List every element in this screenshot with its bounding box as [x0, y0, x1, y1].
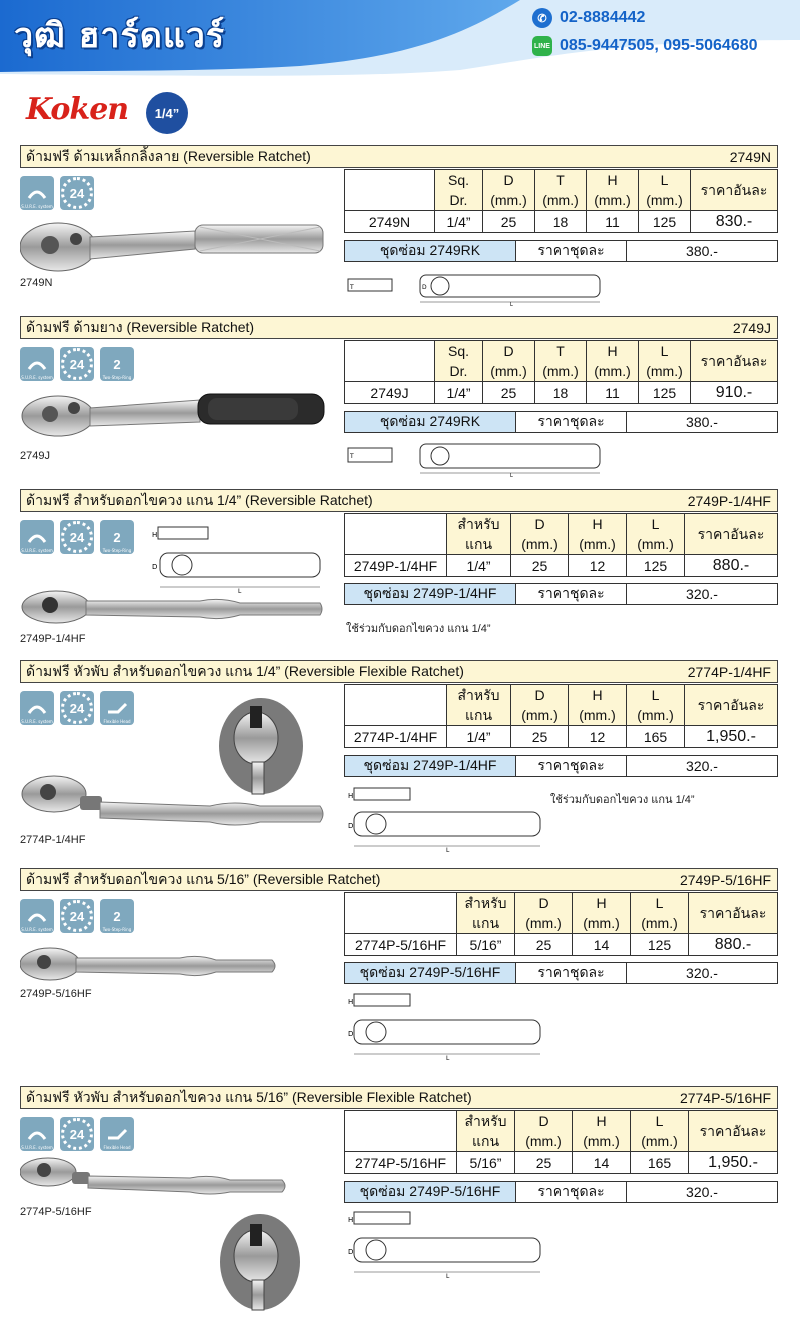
dimension-diagram [150, 517, 330, 597]
compatibility-note: ใช้ร่วมกับดอกไขควง แกน 1/4” [346, 623, 491, 635]
svg-text:H: H [348, 792, 354, 800]
svg-text:L: L [510, 473, 513, 478]
spec-table: สำหรับ แกน D (mm.) H (mm.) L (mm.) ราคาอันละ 2774P-1/4HF 1/4” 25 12 165 1,950.- [344, 684, 778, 748]
feature-icons [20, 1117, 134, 1151]
feature-icons [20, 347, 134, 381]
line-phone-numbers[interactable]: 085-9447505, 095-5064680 [560, 37, 758, 54]
spec-table: สำหรับ แกน D (mm.) H (mm.) L (mm.) ราคาอันละ 2774P-5/16HF 5/16” 25 14 125 880.- [344, 892, 778, 956]
table-row: 2774P-5/16HF 5/16” 25 14 165 1,950.- [345, 1152, 778, 1174]
dimension-diagram [346, 990, 546, 1066]
product-section-2774p-1-4hf [20, 660, 778, 860]
dimension-diagram [346, 1210, 546, 1286]
spec-table: สำหรับ แกน D (mm.) H (mm.) L (mm.) ราคาอันละ 2749P-1/4HF 1/4” 25 12 125 880.- [344, 513, 778, 577]
24-teeth-icon: 24 [60, 176, 94, 210]
flex-head-closeup-photo [216, 1212, 304, 1312]
reversible-lever-icon: S.U.R.E. system [20, 347, 54, 381]
24-teeth-icon: 24 [60, 1117, 94, 1151]
reversible-lever-icon: S.U.R.E. system [20, 520, 54, 554]
two-step-ring-icon: 2 Two-Step-Ring [100, 899, 134, 933]
section-code: 2774P-1/4HF [687, 663, 771, 680]
phone-contact[interactable] [532, 8, 645, 28]
svg-text:L: L [238, 588, 242, 595]
svg-text:D: D [348, 822, 354, 830]
product-section-2749n [20, 145, 778, 310]
section-header [20, 145, 778, 168]
table-row: 2774P-5/16HF 5/16” 25 14 125 880.- [345, 934, 778, 956]
table-row: 2749P-1/4HF 1/4” 25 12 125 880.- [345, 555, 778, 577]
svg-text:H: H [348, 998, 354, 1006]
24-teeth-icon: 24 [60, 691, 94, 725]
reversible-lever-icon: S.U.R.E. system [20, 1117, 54, 1151]
repair-kit-row: ชุดซ่อม 2749RK ราคาชุดละ 380.- [344, 411, 778, 433]
phone-icon: ✆ [532, 8, 552, 28]
product-section-2749p-1-4hf [20, 489, 778, 654]
24-teeth-icon: 24 [60, 899, 94, 933]
ratchet-2774p-1-4hf-photo [20, 772, 325, 832]
product-section-2749p-5-16hf [20, 868, 778, 1073]
svg-text:D: D [348, 1030, 354, 1038]
repair-kit-row: ชุดซ่อม 2749P-5/16HF ราคาชุดละ 320.- [344, 962, 778, 984]
ratchet-2749n-photo [20, 217, 325, 277]
section-title: ด้ามฟรี สำหรับดอกไขควง แกน 5/16” (Reversible Ratchet) [26, 870, 381, 887]
section-code: 2749N [729, 148, 771, 165]
svg-text:H: H [348, 1216, 354, 1224]
koken-logo: Koken [26, 92, 129, 127]
table-row: 2749J 1/4” 25 18 11 125 910.- [345, 382, 778, 404]
section-title: ด้ามฟรี ด้ามเหล็กกลิ้งลาย (Reversible Ratchet) [26, 147, 311, 164]
phone-number[interactable]: 02-8884442 [560, 9, 646, 26]
section-header [20, 660, 778, 683]
svg-text:D: D [152, 563, 158, 571]
repair-kit-row: ชุดซ่อม 2749RK ราคาชุดละ 380.- [344, 240, 778, 262]
feature-icons [20, 691, 134, 725]
dimension-diagram [344, 440, 614, 478]
feature-icons [20, 899, 134, 933]
spec-table: สำหรับ แกน D (mm.) H (mm.) L (mm.) ราคาอันละ 2774P-5/16HF 5/16” 25 14 165 1,950.- [344, 1110, 778, 1174]
section-title: ด้ามฟรี สำหรับดอกไขควง แกน 1/4” (Reversible Ratchet) [26, 491, 373, 508]
two-step-ring-icon: 2 Two-Step-Ring [100, 347, 134, 381]
repair-kit-row: ชุดซ่อม 2749P-5/16HF ราคาชุดละ 320.- [344, 1181, 778, 1203]
model-caption: 2749N [20, 277, 53, 289]
svg-text:H: H [152, 531, 158, 539]
model-caption: 2774P-1/4HF [20, 834, 86, 846]
spec-table: Sq. Dr. D (mm.) T (mm.) H (mm.) L (mm.) ราคาอันละ 2749J 1/4” 25 18 11 125 910.- [344, 340, 778, 404]
svg-text:D: D [422, 284, 427, 291]
dimension-diagram [346, 784, 546, 856]
model-caption: 2749P-5/16HF [20, 988, 92, 1000]
line-contact[interactable] [532, 36, 758, 56]
feature-icons [20, 520, 134, 554]
svg-text:L: L [446, 1055, 450, 1062]
reversible-lever-icon: S.U.R.E. system [20, 176, 54, 210]
ratchet-2749p-1-4hf-photo [20, 589, 325, 629]
reversible-lever-icon: S.U.R.E. system [20, 691, 54, 725]
section-code: 2749P-5/16HF [679, 871, 771, 888]
line-app-icon: LINE [532, 36, 552, 56]
svg-text:T: T [350, 453, 354, 460]
section-code: 2749J [732, 319, 771, 336]
drive-size-badge: 1/4” [146, 92, 188, 134]
section-title: ด้ามฟรี หัวพับ สำหรับดอกไขควง แกน 1/4” (Reversible Flexible Ratchet) [26, 662, 464, 679]
two-step-ring-icon: 2 Two-Step-Ring [100, 520, 134, 554]
feature-icons [20, 176, 94, 210]
ratchet-2749j-photo [20, 388, 325, 448]
section-code: 2749P-1/4HF [687, 492, 771, 509]
24-teeth-icon: 24 [60, 520, 94, 554]
spec-table: Sq. Dr. D (mm.) T (mm.) H (mm.) L (mm.) ราคาอันละ 2749N 1/4” 25 18 11 125 830.- [344, 169, 778, 233]
section-code: 2774P-5/16HF [679, 1089, 771, 1106]
section-header [20, 489, 778, 512]
svg-text:L: L [446, 1273, 450, 1280]
flexible-head-icon: Flexible Head [100, 691, 134, 725]
ratchet-2749p-5-16hf-photo [20, 944, 280, 984]
section-header [20, 868, 778, 891]
compatibility-note: ใช้ร่วมกับดอกไขควง แกน 1/4” [550, 794, 695, 806]
24-teeth-icon: 24 [60, 347, 94, 381]
section-header [20, 1086, 778, 1109]
svg-text:D: D [348, 1248, 354, 1256]
product-section-2774p-5-16hf [20, 1086, 778, 1314]
header-banner [0, 0, 800, 78]
table-row: 2749N 1/4” 25 18 11 125 830.- [345, 211, 778, 233]
model-caption: 2774P-5/16HF [20, 1206, 92, 1218]
repair-kit-row: ชุดซ่อม 2749P-1/4HF ราคาชุดละ 320.- [344, 755, 778, 777]
reversible-lever-icon: S.U.R.E. system [20, 899, 54, 933]
section-header [20, 316, 778, 339]
ratchet-2774p-5-16hf-photo [20, 1156, 290, 1196]
flexible-head-icon: Flexible Head [100, 1117, 134, 1151]
repair-kit-row: ชุดซ่อม 2749P-1/4HF ราคาชุดละ 320.- [344, 583, 778, 605]
shop-name: วุฒิ ฮาร์ดแวร์ [14, 16, 226, 56]
svg-text:T: T [350, 284, 354, 291]
model-caption: 2749P-1/4HF [20, 633, 86, 645]
dimension-diagram [344, 269, 614, 307]
svg-text:L: L [446, 847, 450, 854]
svg-text:L: L [510, 302, 513, 307]
model-caption: 2749J [20, 450, 50, 462]
table-row: 2774P-1/4HF 1/4” 25 12 165 1,950.- [345, 726, 778, 748]
section-title: ด้ามฟรี ด้ามยาง (Reversible Ratchet) [26, 318, 255, 335]
section-title: ด้ามฟรี หัวพับ สำหรับดอกไขควง แกน 5/16” (Reversible Flexible Ratchet) [26, 1088, 472, 1105]
product-section-2749j [20, 316, 778, 478]
